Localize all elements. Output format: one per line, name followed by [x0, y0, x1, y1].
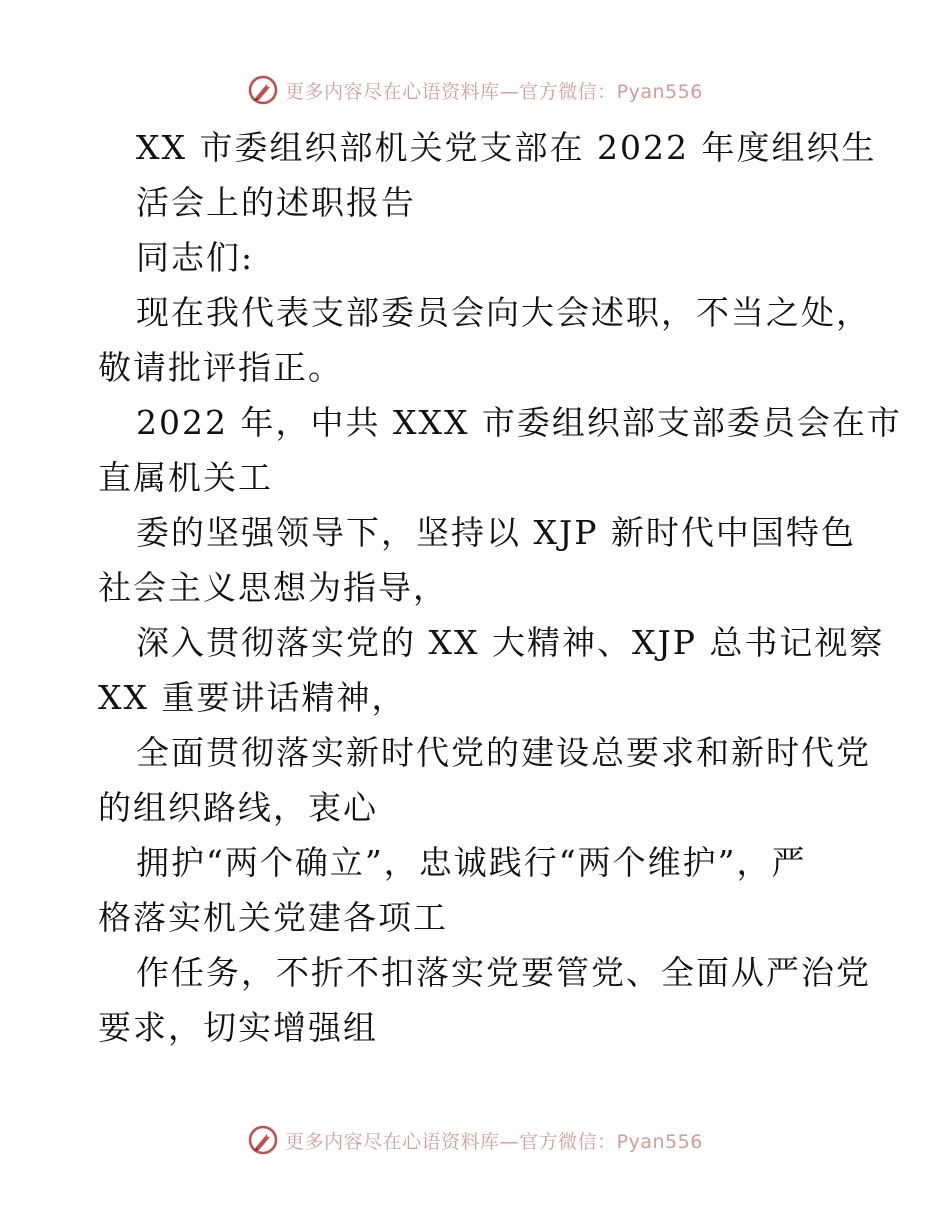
- footer-banner-text: 更多内容尽在心语资料库—官方微信：Pyan556: [285, 1130, 703, 1153]
- paragraph-line: 要求，切实增强组: [98, 1008, 378, 1047]
- paragraph-line: 的组织路线，衷心: [98, 788, 378, 827]
- title-line-2: 活会上的述职报告: [136, 183, 416, 222]
- paragraph-line: 拥护“两个确立”，忠诚践行“两个维护”，严: [136, 843, 807, 882]
- title-line-1: XX 市委组织部机关党支部在 2022 年度组织生: [136, 128, 877, 167]
- paragraph-line: 2022 年，中共 XXX 市委组织部支部委员会在市: [136, 403, 902, 442]
- paragraph-line: 格落实机关党建各项工: [98, 898, 448, 937]
- footer-banner: [0, 1120, 950, 1160]
- paragraph-line: 深入贯彻落实党的 XX 大精神、XJP 总书记视察: [136, 623, 885, 662]
- pen-nib-logo-icon: [247, 74, 279, 106]
- paragraph-line: 全面贯彻落实新时代党的建设总要求和新时代党: [136, 733, 871, 772]
- paragraph-line: 社会主义思想为指导，: [98, 568, 448, 607]
- document-body: [98, 120, 902, 1055]
- paragraph-line: 作任务，不折不扣落实党要管党、全面从严治党: [136, 953, 871, 992]
- salutation: 同志们:: [136, 238, 255, 277]
- paragraph-line: 委的坚强领导下，坚持以 XJP 新时代中国特色: [136, 513, 856, 552]
- paragraph-line: 现在我代表支部委员会向大会述职，不当之处，: [136, 293, 871, 332]
- paragraph-line: 敬请批评指正。: [98, 348, 343, 387]
- header-banner-text: 更多内容尽在心语资料库—官方微信：Pyan556: [285, 80, 703, 103]
- paragraph-line: 直属机关工: [98, 458, 273, 497]
- header-banner: [0, 70, 950, 110]
- pen-nib-logo-icon: [247, 1124, 279, 1156]
- paragraph-line: XX 重要讲话精神，: [98, 678, 407, 717]
